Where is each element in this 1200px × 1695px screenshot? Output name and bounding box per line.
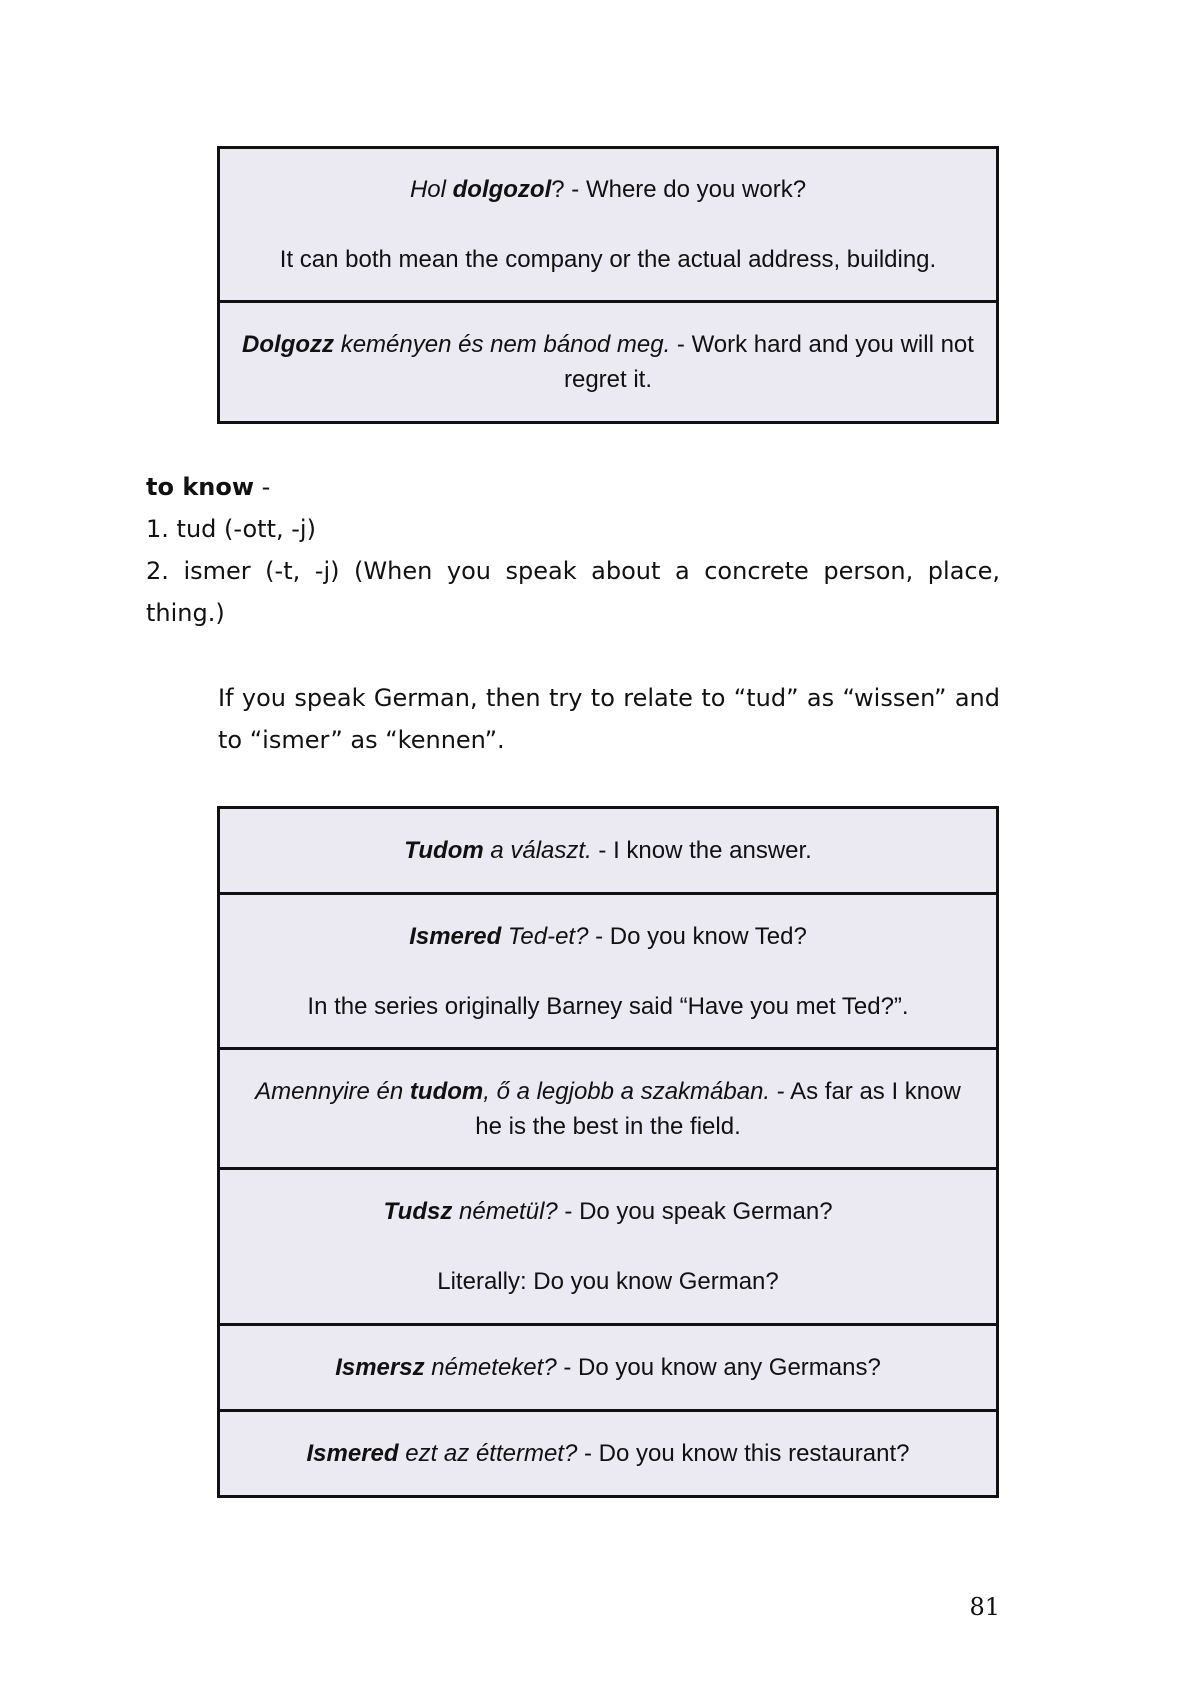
example-sentence: Amennyire én tudom, ő a legjobb a szakmában. - As far as I know he is the best in the field. (255, 1077, 961, 1140)
example-sentence: Hol dolgozol? - Where do you work? (409, 176, 807, 203)
example-note: Literally: Do you know German? (437, 1268, 779, 1295)
example-note: In the series originally Barney said “Have you met Ted?”. (307, 992, 909, 1020)
vocab-entry (146, 466, 1000, 634)
vocab-meaning-1: 1. tud (-ott, -j) (146, 515, 316, 543)
tip-text: If you speak German, then try to relate to “tud” as “wissen” and to “ismer” as “kennen”. (218, 684, 1000, 754)
example-sentence: Dolgozz keményen és nem bánod meg. - Work hard and you will not regret it. (242, 331, 974, 393)
vocab-meaning-2: 2. ismer (-t, -j) (When you speak about a concrete person, place, thing.) (146, 557, 1000, 627)
example-sentence: Tudsz németül? - Do you speak German? (383, 1198, 833, 1225)
example-row (220, 149, 996, 303)
example-sentence: Ismersz németeket? - Do you know any Germans? (335, 1354, 881, 1381)
example-row (220, 895, 996, 1050)
example-row (220, 1170, 996, 1326)
example-box-dolgozik (217, 146, 999, 424)
page-number: 81 (969, 1593, 1000, 1621)
tip-paragraph (218, 677, 1000, 761)
example-box-tud-ismer (217, 806, 999, 1498)
example-row (220, 1412, 996, 1498)
example-note: It can both mean the company or the actual address, building. (279, 246, 937, 273)
example-sentence: Ismered ezt az éttermet? - Do you know this restaurant? (306, 1440, 910, 1467)
example-row (220, 1050, 996, 1170)
vocab-heading: to know - (146, 473, 271, 501)
example-sentence: Tudom a választ. - I know the answer. (404, 837, 812, 864)
example-row (220, 303, 996, 424)
example-row (220, 1326, 996, 1412)
example-sentence: Ismered Ted-et? - Do you know Ted? (409, 922, 807, 950)
example-row (220, 809, 996, 895)
